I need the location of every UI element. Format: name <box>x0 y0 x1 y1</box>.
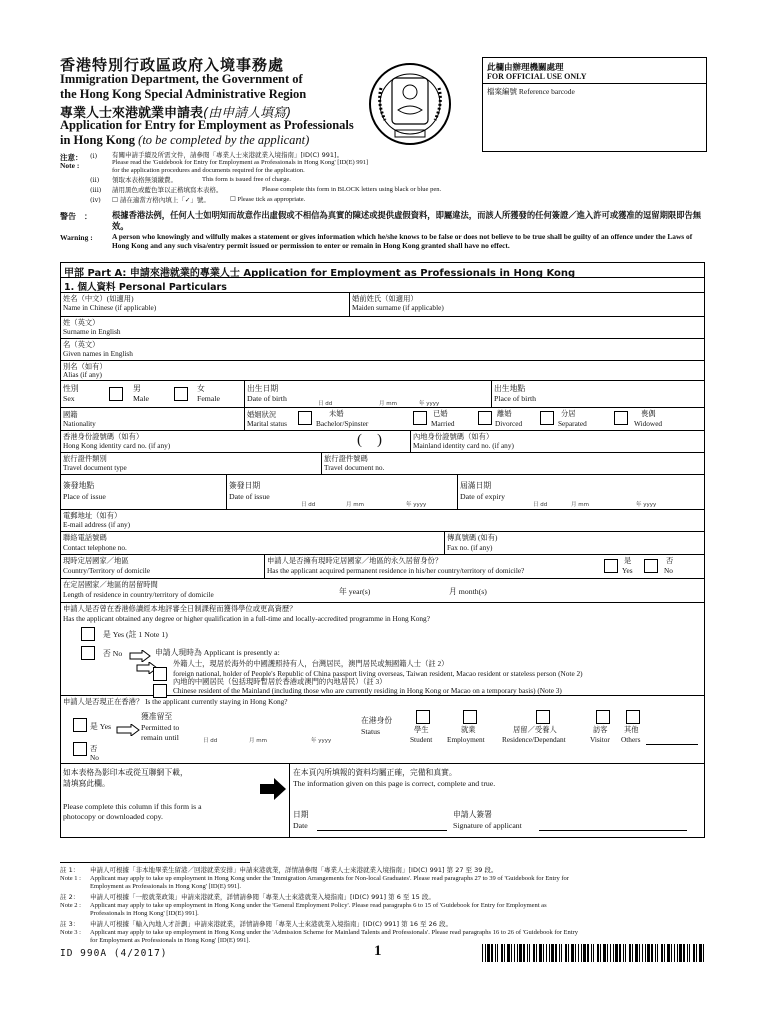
domicile-label: 現時定居國家／地區 <box>63 556 129 565</box>
years-label: 年 year(s) <box>339 587 371 596</box>
note-1-zh: 有關申請手續及所需文件，請參閱「專業人士來港就業入境指南」[ID(C) 991]。 <box>112 151 344 159</box>
row-surname[interactable] <box>60 317 705 339</box>
signature-input-line[interactable] <box>539 830 687 831</box>
marital-married-checkbox[interactable] <box>413 411 427 425</box>
official-use-box <box>482 57 707 152</box>
form-title-zh-main: 專業人士來港就業申請表 <box>60 106 204 121</box>
dept-name-en-2: the Hong Kong Special Administrative Region <box>60 87 307 101</box>
footnote-2-en2: Professionals in Hong Kong' [ID(E) 991]. <box>90 910 199 917</box>
form-title-en-1: Application for Entry for Employment as Professionals <box>60 118 354 132</box>
footnote-1-en2: Employment as Professionals in Hong Kong' [ID(E) 991]. <box>90 883 242 890</box>
dob-label: 出生日期 <box>247 384 279 393</box>
row-id-cards <box>60 431 705 453</box>
note-label-zh: 注意： <box>60 153 83 162</box>
maiden-label-en: Maiden surname (if applicable) <box>352 303 444 312</box>
page-number: 1 <box>374 943 382 959</box>
row-travel-doc <box>60 453 705 475</box>
note-1-en2: for the application procedures and documents required for the application. <box>112 167 305 174</box>
fax-label: 傳真號碼 (如有) <box>447 533 498 542</box>
note-1-en: Please read the 'Guidebook for Entry for Employment as Professionals in Hong Kong' [ID(E) 991] <box>112 159 369 166</box>
female-zh: 女 <box>197 384 205 393</box>
perm-res-yes-en: Yes <box>622 566 633 575</box>
part-a-title: 甲部 Part A: 申請來港就業的專業人士 Application for Employment as Professionals in Hong Kong <box>64 268 576 279</box>
marital-label-en: Marital status <box>247 419 287 428</box>
marital-married-en: Married <box>431 419 455 428</box>
row-degree-question <box>60 603 705 696</box>
form-title-en-2a: in Hong Kong <box>60 133 136 147</box>
date-zh: 日期 <box>293 810 309 819</box>
row-given-names[interactable] <box>60 339 705 361</box>
sex-label-en: Sex <box>63 394 75 403</box>
stay-yes-label: 是 Yes <box>90 722 112 731</box>
note-2-zh: 領取本表格無須繳費。 <box>112 176 177 184</box>
degree-yes-checkbox[interactable] <box>81 627 95 641</box>
marital-divorced-zh: 離婚 <box>497 409 512 418</box>
doc-no-label: 旅行證件號碼 <box>324 454 368 463</box>
presently-label: 申請人現時為 Applicant is presently a: <box>155 648 280 657</box>
dept-name-en-1: Immigration Department, the Government of <box>60 72 303 86</box>
row-phone-fax <box>60 532 705 555</box>
warning-text-en: A person who knowingly and wilfully makes a statement or gives information which he/she knows to be false or does not believe to be true shall be guilty of an offence under the Laws of Hong Kong and any such visa/entry permit issued or permission to enter or remain in Hong Kong granted shall have no effect. <box>112 232 693 250</box>
remain-unit-yyyy: 年 yyyy <box>311 738 332 744</box>
hkid-label: 香港身份證號碼（如有） <box>63 432 144 441</box>
dob-unit-mm: 月 mm <box>379 401 397 407</box>
arrow-right-icon <box>260 778 286 804</box>
row-staying-hk <box>60 696 705 764</box>
mainland-id-label-en: Mainland identity card no. (if any) <box>413 441 514 450</box>
email-label: 電郵地址（如有） <box>63 511 122 520</box>
degree-question: 申請人是否曾在香港修讀經本地評審全日制課程而獲得學位或更高資歷？ <box>63 604 297 613</box>
official-title-en: FOR OFFICIAL USE ONLY <box>487 72 587 81</box>
section-1-header <box>60 278 705 293</box>
perm-res-question: 申請人是否擁有現時定居國家／地區的永久居留身份？ <box>267 556 443 565</box>
row-issue-expiry <box>60 475 705 510</box>
arrow-right-icon <box>116 721 140 740</box>
given-label: 名（英文） <box>63 340 100 349</box>
degree-no-checkbox[interactable] <box>81 646 95 660</box>
perm-res-yes-checkbox[interactable] <box>604 559 618 573</box>
surname-label: 姓（英文） <box>63 318 100 327</box>
domicile-label-en: Country/Territory of domicile <box>63 566 151 575</box>
perm-res-yes-zh: 是 <box>624 556 632 565</box>
marital-separated-checkbox[interactable] <box>540 411 554 425</box>
hksar-emblem-icon <box>365 58 455 150</box>
given-label-en: Given names in English <box>63 349 133 358</box>
dob-label-en: Date of birth <box>247 394 287 403</box>
status-others-checkbox[interactable] <box>626 710 640 724</box>
surname-label-en: Surname in English <box>63 327 121 336</box>
row-sex-dob <box>60 381 705 408</box>
foreign-national-en: foreign national, holder of People's Republic of China passport living overseas, Taiwan resident, Macao resident or stateless person (Note 2) <box>173 669 583 678</box>
male-checkbox[interactable] <box>109 387 123 401</box>
remain-unit-mm: 月 mm <box>249 738 267 744</box>
mainland-resident-zh: 內地的中國居民（包括現時暫居於香港或澳門的內地居民）（註 3） <box>173 677 387 686</box>
row-email[interactable] <box>60 510 705 532</box>
form-code: ID 990A (4/2017) <box>60 948 168 959</box>
marital-widowed-zh: 喪偶 <box>641 409 656 418</box>
photocopy-zh-2: 請填寫此欄。 <box>63 779 110 788</box>
months-label: 月 month(s) <box>449 587 487 596</box>
degree-no-label: 否 No <box>103 649 123 658</box>
sign-en: Signature of applicant <box>453 821 522 830</box>
degree-question-en: Has the applicant obtained any degree or higher qualification in a full-time and locally-accredited programme in Hong Kong? <box>63 614 430 623</box>
marital-married-zh: 已婚 <box>433 409 448 418</box>
remain-unit-dd: 日 dd <box>203 738 218 744</box>
expiry-unit-yyyy: 年 yyyy <box>636 502 657 508</box>
row-nationality-marital <box>60 408 705 431</box>
marital-single-en: Bachelor/Spinster <box>316 419 369 428</box>
dob-unit-yyyy: 年 yyyy <box>419 401 440 407</box>
marital-widowed-en: Widowed <box>634 419 663 428</box>
place-issue-label-en: Place of issue <box>63 492 106 501</box>
status-student-zh: 學生 <box>414 725 429 734</box>
note-2-en: This form is issued free of charge. <box>202 176 291 183</box>
status-visitor-zh: 訪客 <box>593 725 608 734</box>
status-employment-en: Employment <box>447 735 485 744</box>
footnote-3-label-zh: 註 3： <box>60 920 80 928</box>
warning-text-zh: 根據香港法例，任何人士如明知而故意作出虛假或不相信為真實的陳述或提供虛假資料，即屬違法，而該人所獲發的任何簽證／進入許可或獲准的逗留期限即告無效。 <box>112 210 702 231</box>
email-label-en: E-mail address (if any) <box>63 520 131 529</box>
note-2-num: (ii) <box>90 176 100 184</box>
footnote-1-en: Applicant may apply to take up employment in Hong Kong under the 'Immigration Arrangements for Non-local Graduates'. Please read paragraphs 27 to 39 of 'Guidebook for Entry for <box>90 875 569 882</box>
name-zh-label: 姓名（中文）(如適用) <box>63 294 134 303</box>
nationality-label: 國籍 <box>63 410 78 419</box>
status-student-en: Student <box>410 735 433 744</box>
note-label-en: Note : <box>60 161 80 170</box>
barcode-icon <box>482 944 708 962</box>
footnote-3-en2: for Employment as Professionals in Hong Kong' [ID(E) 991]. <box>90 937 251 944</box>
status-en: Status <box>361 727 381 736</box>
fax-label-en: Fax no. (if any) <box>447 543 493 552</box>
doc-type-label: 旅行證件類別 <box>63 454 107 463</box>
status-residence-en: Residence/Dependant <box>502 735 566 744</box>
row-alias[interactable] <box>60 361 705 381</box>
warning-label-en: Warning : <box>60 233 93 242</box>
phone-label: 聯絡電話號碼 <box>63 533 107 542</box>
row-chinese-name <box>60 293 705 317</box>
permitted-zh: 獲准留至 <box>141 712 173 721</box>
doc-no-label-en: Travel document no. <box>324 463 385 472</box>
status-visitor-checkbox[interactable] <box>596 710 610 724</box>
name-zh-label-en: Name in Chinese (if applicable) <box>63 303 157 312</box>
length-label-en: Length of residence in country/territory of domicile <box>63 590 214 599</box>
female-en: Female <box>197 394 220 403</box>
expiry-label: 屆滿日期 <box>460 481 492 490</box>
footnote-1-label-zh: 註 1： <box>60 866 80 874</box>
marital-divorced-en: Divorced <box>495 419 523 428</box>
foreign-national-checkbox[interactable] <box>153 667 167 681</box>
marital-separated-en: Separated <box>558 419 587 428</box>
photocopy-en-2: photocopy or downloaded copy. <box>63 812 163 821</box>
form-title-en-2b: (to be completed by the applicant) <box>138 133 310 147</box>
perm-res-no-en: No <box>664 566 673 575</box>
row-length-residence <box>60 579 705 603</box>
note-1-num: (i) <box>90 152 98 160</box>
dept-name-zh: 香港特別行政區政府入境事務處 <box>60 56 285 74</box>
issue-unit-mm: 月 mm <box>346 502 364 508</box>
pob-label: 出生地點 <box>494 384 526 393</box>
warning-label-zh: 警告 ： <box>60 212 92 221</box>
degree-yes-label: 是 Yes (註 1 Note 1) <box>103 630 168 639</box>
section-1-title: 1. 個人資料 Personal Particulars <box>64 282 227 293</box>
note-3-zh: 請用黑色或藍色筆以正楷填寫本表格。 <box>112 186 223 194</box>
status-visitor-en: Visitor <box>590 735 610 744</box>
alias-label-en: Alias (if any) <box>63 370 102 379</box>
footnote-1-zh: 申請人可根據「非本地畢業生留港／回港就業安排」申請來港就業，詳情請參閱「專業人士來港就業入境指南」[ID(C) 991] 第 27 至 39 段。 <box>90 866 498 874</box>
maiden-label: 婚前姓氏（如適用） <box>352 294 418 303</box>
hkid-label-en: Hong Kong identity card no. (if any) <box>63 441 171 450</box>
footnote-3-label-en: Note 3 : <box>60 929 81 936</box>
perm-res-no-zh: 否 <box>666 556 674 565</box>
alias-label: 別名（如有） <box>63 362 107 371</box>
footnote-2-label-zh: 註 2： <box>60 893 80 901</box>
date-input-line[interactable] <box>317 830 447 831</box>
mainland-id-label: 內地身份證號碼（如有） <box>413 432 494 441</box>
footnote-3-zh: 申請人可根據「輸入內地人才計劃」申請來港就業，詳情請參閱「專業人士來港就業入境指南」[ID(C) 991] 第 16 至 26 段。 <box>90 920 452 928</box>
date-issue-label: 簽發日期 <box>229 481 261 490</box>
doc-type-label-en: Travel document type <box>63 463 127 472</box>
staying-question: 申請人是否現正在香港？ Is the applicant currently staying in Hong Kong? <box>63 697 288 706</box>
nationality-label-en: Nationality <box>63 419 96 428</box>
marital-label: 婚姻狀況 <box>247 410 277 419</box>
row-domicile <box>60 555 705 579</box>
reference-barcode-label: 檔案編號 Reference barcode <box>487 87 575 96</box>
official-title-zh: 此欄由辦理機關處理 <box>487 63 564 73</box>
status-others-en: Others <box>621 735 641 744</box>
footnote-1-label-en: Note 1 : <box>60 875 81 882</box>
date-issue-label-en: Date of issue <box>229 492 270 501</box>
dob-unit-dd: 日 dd <box>318 401 333 407</box>
foreign-national-zh: 外籍人士，現居於海外的中國護照持有人，台灣居民，澳門居民或無國籍人士（註 2） <box>173 659 449 668</box>
photocopy-zh-1: 如本表格為影印本或從互聯網下載， <box>63 768 188 777</box>
status-employment-checkbox[interactable] <box>463 710 477 724</box>
footnote-2-en: Applicant may apply to take up employment in Hong Kong under the 'General Employment Policy'. Please read paragraphs 6 to 15 of 'Guidebook for Entry for Employment as <box>90 902 547 909</box>
place-issue-label: 簽發地點 <box>63 481 95 490</box>
note-4-zh: ☐ 請在適當方格內填上「✓」號。 <box>112 196 210 204</box>
footnote-3-en: Applicant may apply to take up employment in Hong Kong under the 'Admission Scheme for Mainland Talents and Professionals'. Please read paragraphs 16 to 26 of 'Guidebook for Entry <box>90 929 578 936</box>
phone-label-en: Contact telephone no. <box>63 543 127 552</box>
declaration-box <box>60 764 705 838</box>
form-title-en-2 <box>60 133 309 148</box>
status-others-zh: 其他 <box>624 725 639 734</box>
expiry-unit-mm: 月 mm <box>571 502 589 508</box>
expiry-unit-dd: 日 dd <box>533 502 548 508</box>
stay-no-en: No <box>90 753 99 762</box>
mainland-resident-en: Chinese resident of the Mainland (including those who are currently residing in Hong Kong or Macao on a temporary basis) (Note 3) <box>173 686 562 695</box>
perm-res-no-checkbox[interactable] <box>644 559 658 573</box>
note-4-num: (iv) <box>90 196 101 204</box>
expiry-label-en: Date of expiry <box>460 492 506 501</box>
note-4-en: ☐ Please tick as appropriate. <box>230 196 306 203</box>
female-checkbox[interactable] <box>174 387 188 401</box>
status-residence-checkbox[interactable] <box>536 710 550 724</box>
hkid-check-digit-field[interactable]: ( ) <box>357 432 382 448</box>
male-zh: 男 <box>133 384 141 393</box>
sign-zh: 申請人簽署 <box>453 810 492 819</box>
footnote-2-label-en: Note 2 : <box>60 902 81 909</box>
marital-single-zh: 未婚 <box>329 409 344 418</box>
status-residence-zh: 居留／受養人 <box>513 725 557 734</box>
photocopy-en-1: Please complete this column if this form is a <box>63 802 202 811</box>
status-student-checkbox[interactable] <box>416 710 430 724</box>
declare-zh: 在本頁內所填報的資料均屬正確，完備和真實。 <box>293 768 457 777</box>
date-en: Date <box>293 821 308 830</box>
note-3-en: Please complete this form in BLOCK letters using black or blue pen. <box>262 186 442 193</box>
footnote-2-zh: 申請人可根據「一般就業政策」申請來港就業，詳情請參閱「專業人士來港就業入境指南」[ID(C) 991] 第 6 至 15 段。 <box>90 893 435 901</box>
issue-unit-dd: 日 dd <box>301 502 316 508</box>
permitted-en: Permitted to <box>141 723 180 732</box>
stay-no-checkbox[interactable] <box>73 742 87 756</box>
part-a-header <box>60 262 705 278</box>
marital-widowed-checkbox[interactable] <box>614 411 628 425</box>
issue-unit-yyyy: 年 yyyy <box>406 502 427 508</box>
marital-single-checkbox[interactable] <box>298 411 312 425</box>
marital-separated-zh: 分居 <box>561 409 576 418</box>
declare-en: The information given on this page is correct, complete and true. <box>293 779 496 788</box>
length-label: 在定居國家／地區的居留時間 <box>63 580 158 589</box>
status-employment-zh: 就業 <box>461 725 476 734</box>
stay-no-zh: 否 <box>90 744 98 753</box>
status-zh: 在港身份 <box>361 716 393 725</box>
perm-res-question-en: Has the applicant acquired permanent residence in his/her country/territory of domicile? <box>267 566 525 575</box>
marital-divorced-checkbox[interactable] <box>478 411 492 425</box>
remain-until-label: remain until <box>141 733 179 742</box>
sex-label: 性別 <box>63 384 79 393</box>
stay-yes-checkbox[interactable] <box>73 718 87 732</box>
form-title-zh-paren: (由申請人填寫) <box>203 106 292 121</box>
note-3-num: (iii) <box>90 186 102 194</box>
pob-label-en: Place of birth <box>494 394 537 403</box>
male-en: Male <box>133 394 150 403</box>
